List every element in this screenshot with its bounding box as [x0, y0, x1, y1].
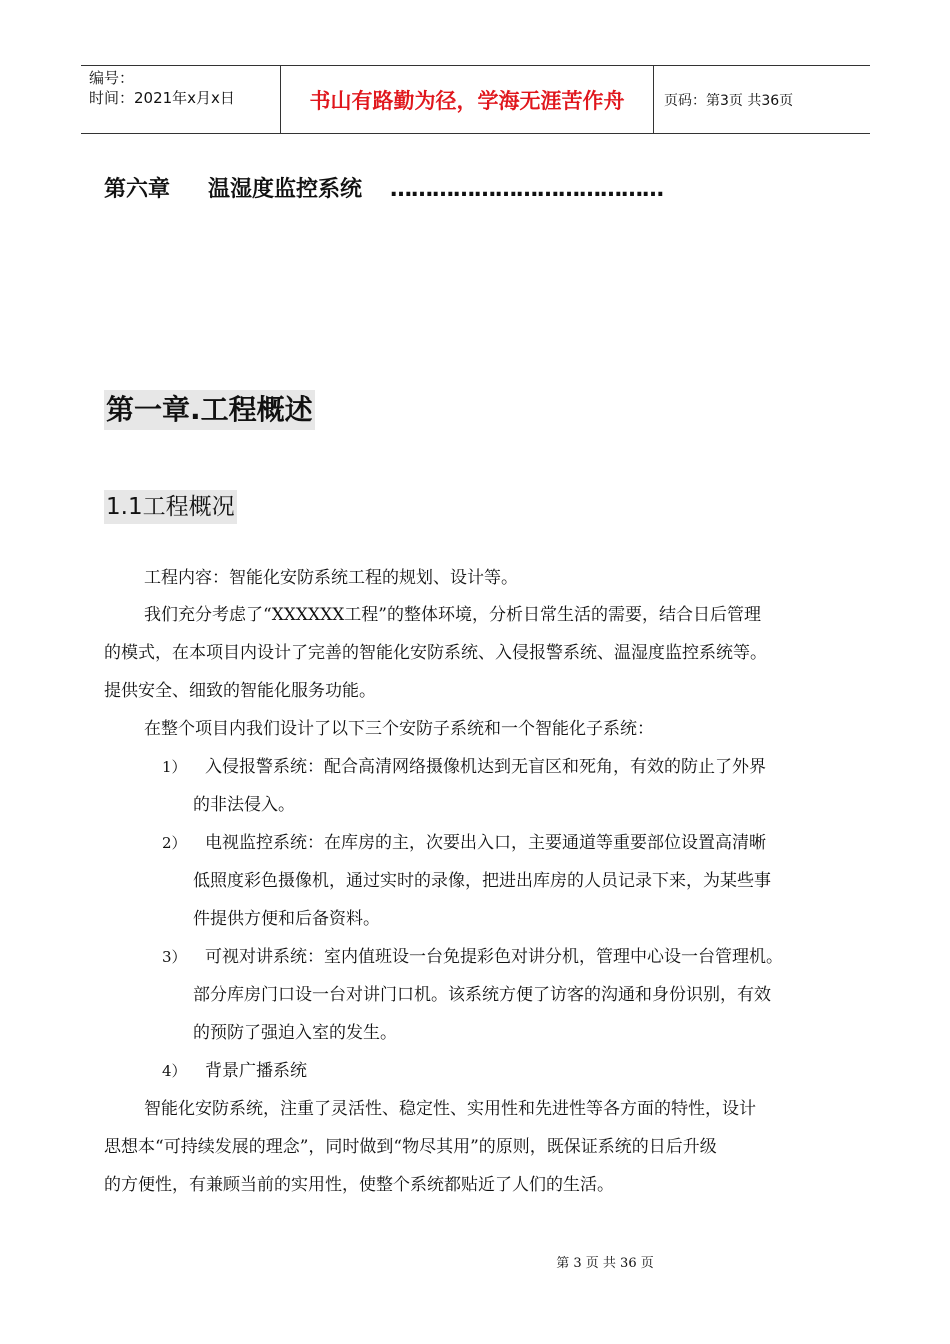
list-number: 3）	[162, 948, 187, 966]
list-number: 2）	[162, 834, 187, 852]
list-item-line: 背景广播系统	[205, 1061, 307, 1081]
list-item-line: 电视监控系统：在库房的主，次要出入口，主要通道等重要部位设置高清晰	[205, 833, 766, 853]
number-label: 编号：	[89, 69, 135, 87]
toc-chapter: 第六章	[104, 177, 171, 202]
paragraph-line: 的方便性，有兼顾当前的实用性，使整个系统都贴近了人们的生活。	[104, 1175, 614, 1195]
page-header	[81, 65, 870, 134]
list-item-line: 的非法侵入。	[193, 795, 295, 815]
header-meta	[81, 66, 281, 133]
toc-entry[interactable]	[104, 172, 663, 203]
list-item-line: 入侵报警系统：配合高清网络摄像机达到无盲区和死角，有效的防止了外界	[205, 757, 766, 777]
toc-leader-dots: …………………………………	[390, 177, 664, 202]
list-item-line: 可视对讲系统：室内值班设一台免提彩色对讲分机，管理中心设一台管理机。	[205, 947, 783, 967]
toc-title: 温湿度监控系统	[208, 177, 363, 202]
time-label: 时间：2021年x月x日	[89, 89, 235, 107]
paragraph-line: 在整个项目内我们设计了以下三个安防子系统和一个智能化子系统：	[144, 719, 654, 739]
paragraph-line: 提供安全、细致的智能化服务功能。	[104, 681, 376, 701]
list-number: 4）	[162, 1062, 187, 1080]
paragraph-line: 思想本“可持续发展的理念”，同时做到“物尽其用”的原则，既保证系统的日后升级	[104, 1137, 717, 1157]
list-item-line: 低照度彩色摄像机，通过实时的录像，把进出库房的人员记录下来，为某些事	[193, 871, 771, 891]
list-item-line: 部分库房门口设一台对讲门口机。该系统方便了访客的沟通和身份识别，有效	[193, 985, 771, 1005]
paragraph-line: 的模式，在本项目内设计了完善的智能化安防系统、入侵报警系统、温湿度监控系统等。	[104, 643, 767, 663]
list-number: 1）	[162, 758, 187, 776]
chapter-heading: 第一章.工程概述	[104, 390, 315, 430]
header-page-info: 页码：第3页 共36页	[664, 92, 794, 109]
header-motto: 书山有路勤为径，学海无涯苦作舟	[281, 66, 654, 133]
paragraph-line: 我们充分考虑了“XXXXXX工程”的整体环境，分析日常生活的需要，结合日后管理	[144, 605, 761, 625]
paragraph-line: 智能化安防系统，注重了灵活性、稳定性、实用性和先进性等各方面的特性，设计	[144, 1099, 756, 1119]
paragraph-content: 工程内容：智能化安防系统工程的规划、设计等。	[144, 568, 518, 588]
section-heading: 1.1工程概况	[104, 490, 237, 524]
list-item-line: 件提供方便和后备资料。	[193, 909, 380, 929]
page-footer: 第 3 页 共 36 页	[556, 1256, 654, 1271]
list-item-line: 的预防了强迫入室的发生。	[193, 1023, 397, 1043]
